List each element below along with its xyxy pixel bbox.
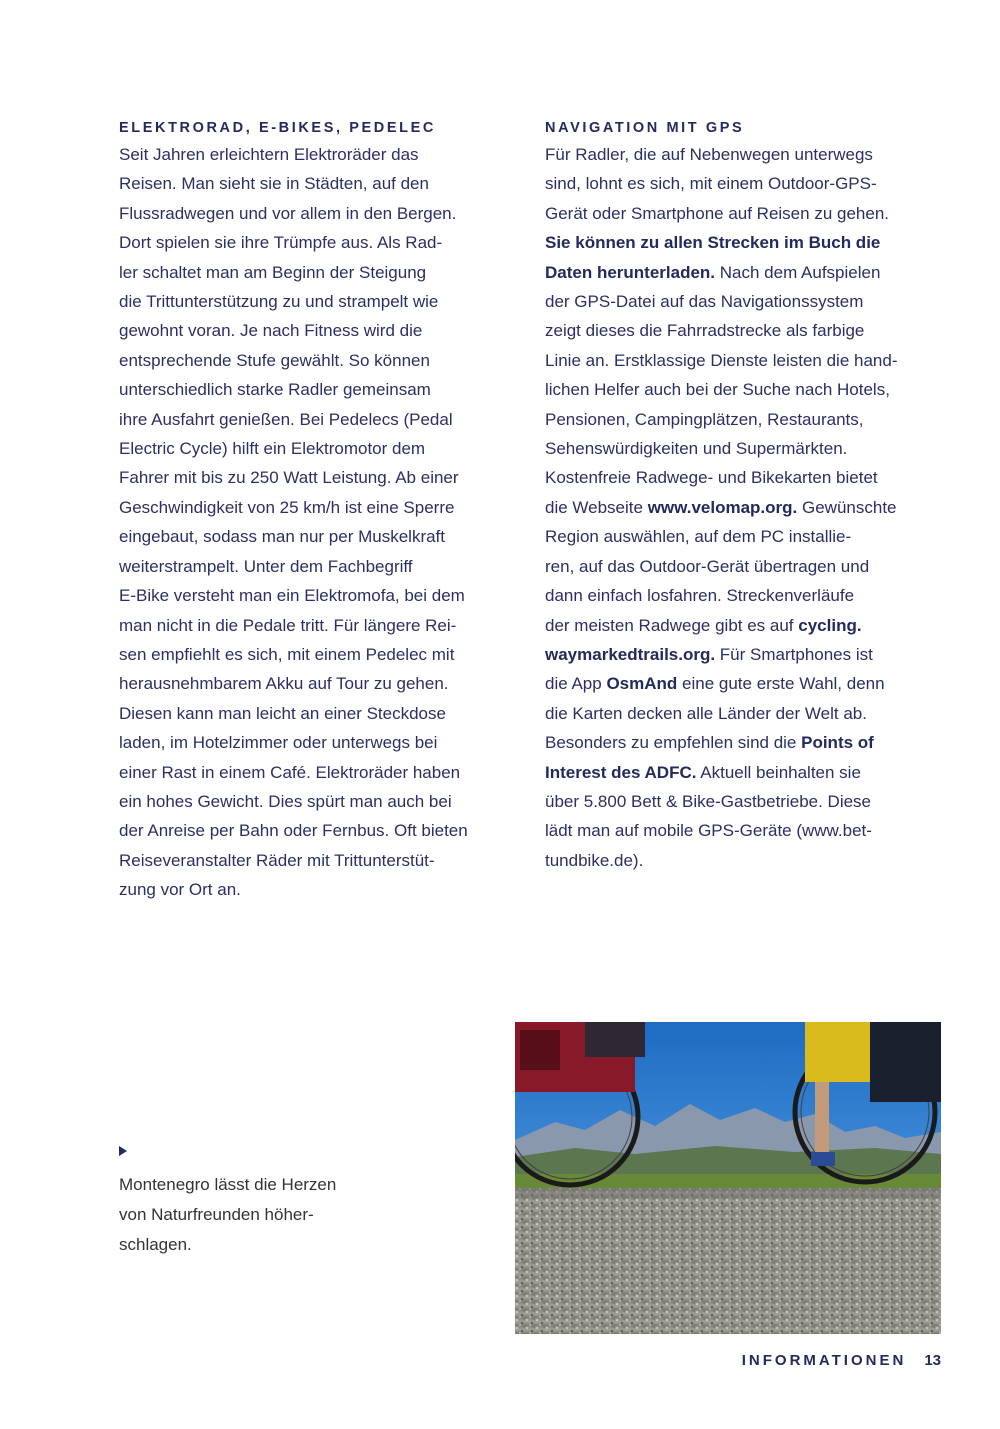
page-footer: [742, 1352, 941, 1369]
text-line: Dort spielen sie ihre Trümpfe aus. Als Rad-: [119, 233, 443, 253]
text-run: der meisten Radwege gibt es auf: [545, 615, 799, 635]
text-line: ren, auf das Outdoor-Gerät übertragen und: [545, 556, 870, 576]
text-line: Electric Cycle) hilft ein Elektromotor dem: [119, 439, 426, 459]
page-number: 13: [924, 1352, 941, 1369]
text-line: [545, 493, 945, 522]
text-line: laden, im Hotelzimmer oder unterwegs bei: [119, 733, 438, 753]
text-line: sen empfiehlt es sich, mit einem Pedelec mit: [119, 644, 455, 664]
text-line: gewohnt voran. Je nach Fitness wird die: [119, 321, 423, 341]
text-line: E-Bike versteht man ein Elektromofa, bei dem: [119, 586, 465, 606]
text-line: [545, 258, 945, 287]
text-run: Besonders zu empfehlen sind die: [545, 733, 802, 753]
text-line: man nicht in die Pedale tritt. Für längere Rei-: [119, 615, 457, 635]
text-line: Geschwindigkeit von 25 km/h ist eine Sperre: [119, 497, 455, 517]
ebikes-paragraph: [119, 140, 519, 905]
text-run: eine gute erste Wahl, denn: [677, 674, 885, 694]
text-line: Kostenfreie Radwege- und Bikekarten bietet: [545, 468, 878, 488]
text-line: Reisen. Man sieht sie in Städten, auf den: [119, 174, 429, 194]
text-line: zeigt dieses die Fahrradstrecke als farbige: [545, 321, 865, 341]
text-line: dann einfach losfahren. Streckenverläufe: [545, 586, 855, 606]
cyclists-photo-illustration: [515, 1022, 941, 1334]
text-line: [545, 228, 945, 257]
bold-text: Sie können zu allen Strecken im Buch die: [545, 233, 881, 253]
bold-text: Interest des ADFC.: [545, 762, 697, 782]
text-line: [545, 758, 945, 787]
text-line: der GPS-Datei auf das Navigationssystem: [545, 292, 864, 312]
text-line: Flussradwegen und vor allem in den Bergen.: [119, 203, 457, 223]
text-run: die Webseite: [545, 497, 648, 517]
text-line: ein hohes Gewicht. Dies spürt man auch bei: [119, 791, 452, 811]
caption-line: schlagen.: [119, 1235, 192, 1254]
text-line: der Anreise per Bahn oder Fernbus. Oft bieten: [119, 821, 468, 841]
text-line: ler schaltet man am Beginn der Steigung: [119, 262, 427, 282]
text-line: Linie an. Erstklassige Dienste leisten die hand-: [545, 350, 898, 370]
caption-line: von Naturfreunden höher-: [119, 1205, 314, 1224]
text-line: Pensionen, Campingplätzen, Restaurants,: [545, 409, 864, 429]
text-line: herausnehmbarem Akku auf Tour zu gehen.: [119, 674, 449, 694]
text-line: einer Rast in einem Café. Elektroräder haben: [119, 762, 461, 782]
velomap-link[interactable]: www.velomap.org.: [647, 497, 798, 517]
bold-text: Daten herunterladen.: [545, 262, 716, 282]
photo-caption: [119, 1146, 419, 1260]
text-line: [545, 611, 945, 640]
text-line: Seit Jahren erleichtern Elektroräder das: [119, 145, 419, 164]
text-line: Für Radler, die auf Nebenwegen unterwegs: [545, 145, 873, 164]
bold-text: OsmAnd: [606, 674, 678, 694]
text-run: Aktuell beinhalten sie: [696, 762, 861, 782]
waymarkedtrails-link[interactable]: cycling.: [798, 615, 862, 635]
text-line: zung vor Ort an.: [119, 880, 241, 900]
text-line: entsprechende Stufe gewählt. So können: [119, 350, 430, 370]
bold-text: Points of: [801, 733, 874, 753]
text-line: Fahrer mit bis zu 250 Watt Leistung. Ab einer: [119, 468, 459, 488]
text-line: lädt man auf mobile GPS-Geräte (www.bet-: [545, 821, 872, 841]
text-line: Gerät oder Smartphone auf Reisen zu gehen.: [545, 203, 889, 223]
text-line: sind, lohnt es sich, mit einem Outdoor-GPS-: [545, 174, 877, 194]
text-run: Gewünschte: [797, 497, 897, 517]
text-line: über 5.800 Bett & Bike-Gastbetriebe. Diese: [545, 791, 872, 811]
gps-paragraph: [545, 140, 945, 875]
cyclists-photo: [515, 1022, 941, 1334]
text-run: die App: [545, 674, 607, 694]
text-line: [545, 640, 945, 669]
text-line: Sehenswürdigkeiten und Supermärkten.: [545, 439, 848, 459]
text-line: Reiseveranstalter Räder mit Trittunterstüt-: [119, 850, 435, 870]
left-column: [119, 117, 519, 905]
section-heading-ebikes: ELEKTRORAD, E-BIKES, PEDELEC: [119, 120, 436, 136]
triangle-right-icon: [119, 1146, 127, 1156]
text-line: Region auswählen, auf dem PC installie-: [545, 527, 852, 547]
section-label: INFORMATIONEN: [741, 1352, 907, 1369]
text-line: die Karten decken alle Länder der Welt ab.: [545, 703, 867, 723]
text-line: [545, 669, 945, 698]
text-line: die Trittunterstützung zu und strampelt wie: [119, 292, 439, 312]
text-line: tundbike.de).: [545, 850, 644, 870]
right-column: [545, 117, 945, 875]
section-heading-gps: NAVIGATION MIT GPS: [545, 120, 745, 136]
text-line: unterschiedlich starke Radler gemeinsam: [119, 380, 431, 400]
text-line: eingebaut, sodass man nur per Muskelkraft: [119, 527, 446, 547]
text-line: Diesen kann man leicht an einer Steckdose: [119, 703, 446, 723]
text-line: lichen Helfer auch bei der Suche nach Hotels,: [545, 380, 890, 400]
text-run: Nach dem Aufspielen: [715, 262, 881, 282]
text-line: ihre Ausfahrt genießen. Bei Pedelecs (Pedal: [119, 409, 453, 429]
caption-line: Montenegro lässt die Herzen: [119, 1175, 337, 1194]
waymarkedtrails-link[interactable]: waymarkedtrails.org.: [545, 644, 716, 664]
text-line: weiterstrampelt. Unter dem Fachbegriff: [119, 556, 413, 576]
text-line: [545, 728, 945, 757]
text-run: Für Smartphones ist: [715, 644, 873, 664]
